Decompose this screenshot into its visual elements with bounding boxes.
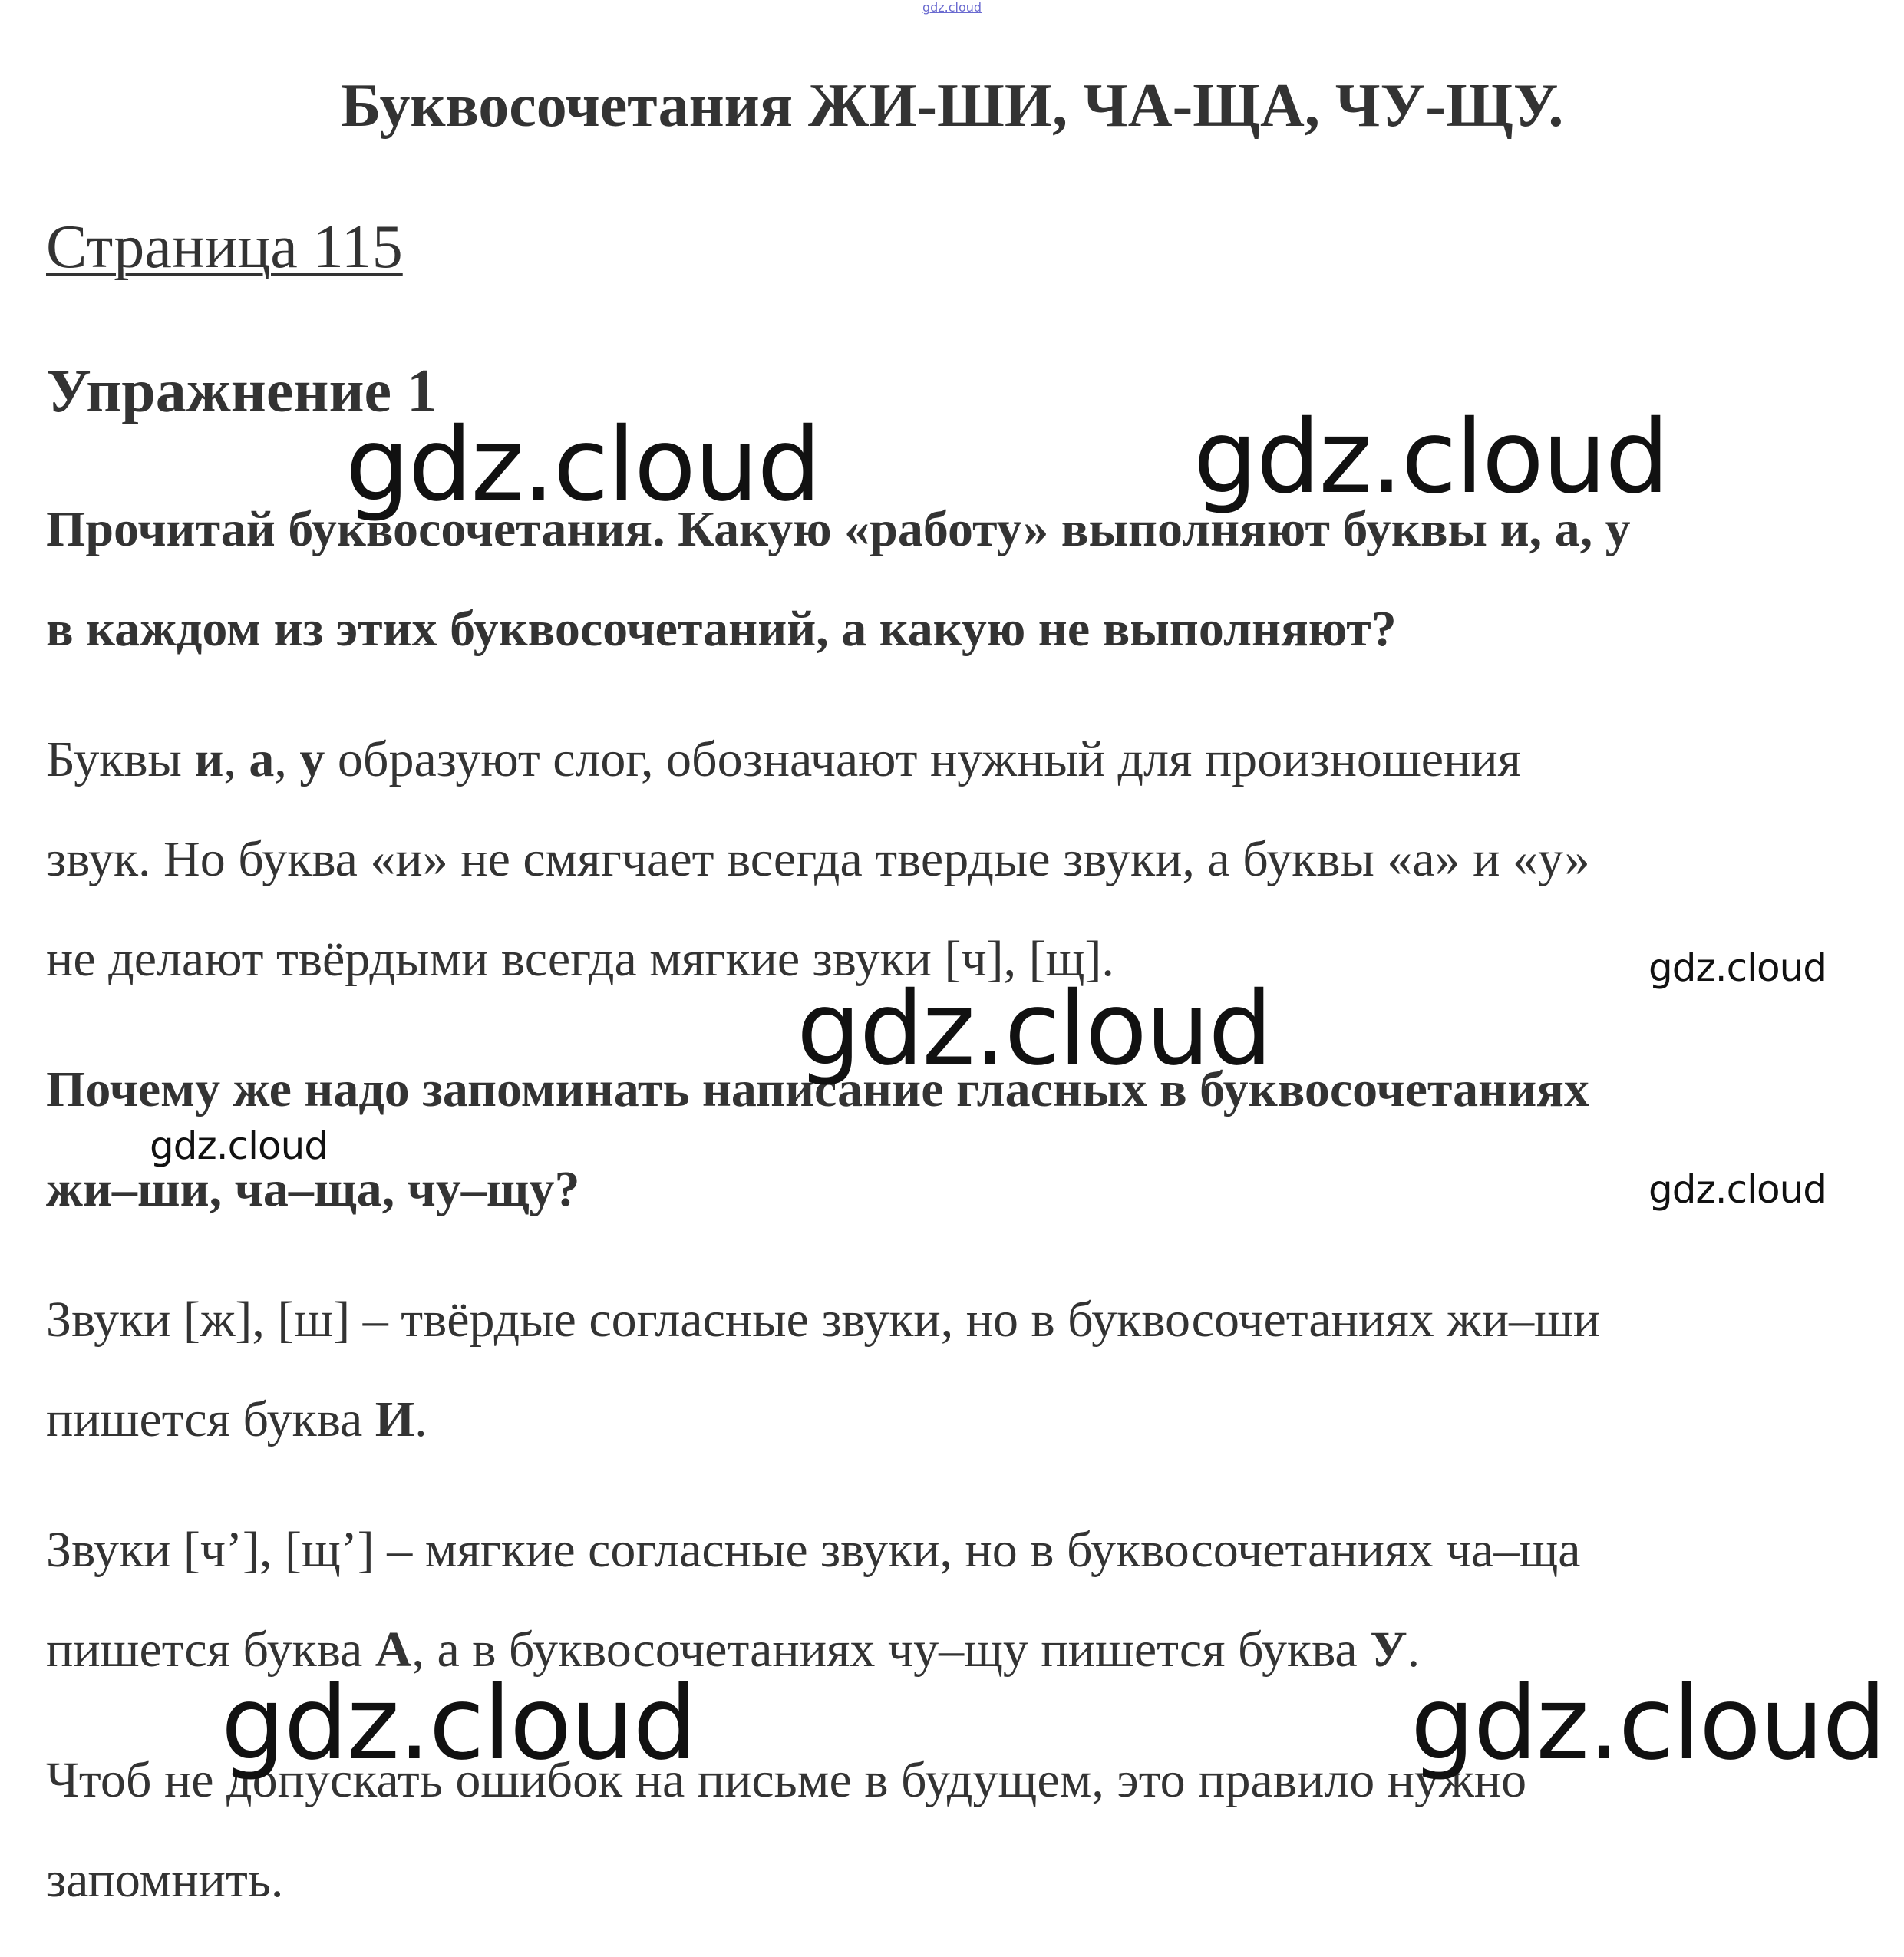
answer-2 [46, 1270, 1865, 1470]
answer-1-letter-i: и [194, 731, 224, 787]
answer-1-text: Буквы [46, 731, 195, 787]
answer-3-letter-a: А [375, 1622, 412, 1678]
top-watermark-link[interactable]: gdz.cloud [922, 0, 982, 15]
watermark: gdz.cloud [345, 406, 820, 524]
answer-3-text: пишется буква [46, 1622, 375, 1678]
answer-4-line-2: запомнить. [46, 1852, 284, 1908]
watermark: gdz.cloud [1648, 945, 1827, 990]
exercise-heading: Упражнение 1 [46, 358, 438, 425]
watermark: gdz.cloud [150, 1124, 328, 1168]
answer-1-line-1 [46, 710, 1865, 810]
answer-3-line-1: Звуки [ч’], [щ’] – мягкие согласные звуки, но в буквосочетаниях ча–ща [46, 1522, 1581, 1578]
answer-3-text: , а в буквосочетаниях чу–щу пишется буква [411, 1622, 1371, 1678]
answer-1 [46, 710, 1865, 1009]
watermark: gdz.cloud [797, 970, 1272, 1088]
answer-1-letter-u: у [299, 731, 325, 787]
question-1-line-2: в каждом из этих буквосочетаний, а какую не выполняют? [46, 601, 1397, 657]
answer-2-letter-i: И [375, 1391, 415, 1447]
answer-1-letter-a: а [249, 731, 275, 787]
watermark: gdz.cloud [1193, 398, 1668, 516]
watermark: gdz.cloud [1411, 1665, 1886, 1783]
answer-2-period: . [414, 1391, 427, 1447]
page-title: Буквосочетания ЖИ-ШИ, ЧА-ЩА, ЧУ-ЩУ. [340, 72, 1564, 140]
watermark: gdz.cloud [1648, 1167, 1827, 1212]
answer-3-letter-u: У [1370, 1622, 1407, 1678]
answer-2-text: пишется буква [46, 1391, 375, 1447]
answer-1-comma: , [223, 731, 249, 787]
answer-2-line-2 [46, 1370, 1865, 1470]
answer-1-line-2: звук. Но буква «и» не смягчает всегда твердые звуки, а буквы «а» и «у» [46, 831, 1590, 887]
answer-1-comma: , [274, 731, 300, 787]
watermark: gdz.cloud [221, 1665, 696, 1783]
page-number-heading: Страница 115 [46, 213, 403, 281]
answer-2-line-1: Звуки [ж], [ш] – твёрдые согласные звуки, но в буквосочетаниях жи–ши [46, 1292, 1601, 1348]
answer-4-line-1: Чтоб не допускать ошибок на письме в будущем, это правило нужно [46, 1752, 1527, 1808]
question-2-line-1: Почему же надо запоминать написание гласных в буквосочетаниях [46, 1061, 1589, 1117]
question-2-line-2: жи–ши, ча–ща, чу–щу? [46, 1161, 580, 1217]
answer-1-text: образуют слог, обозначают нужный для произношения [325, 731, 1521, 787]
answer-1-line-3: не делают твёрдыми всегда мягкие звуки [ч], [щ]. [46, 931, 1114, 987]
question-1-line-1: Прочитай буквосочетания. Какую «работу» выполняют буквы и, а, у [46, 501, 1631, 557]
answer-3-period: . [1407, 1622, 1421, 1678]
